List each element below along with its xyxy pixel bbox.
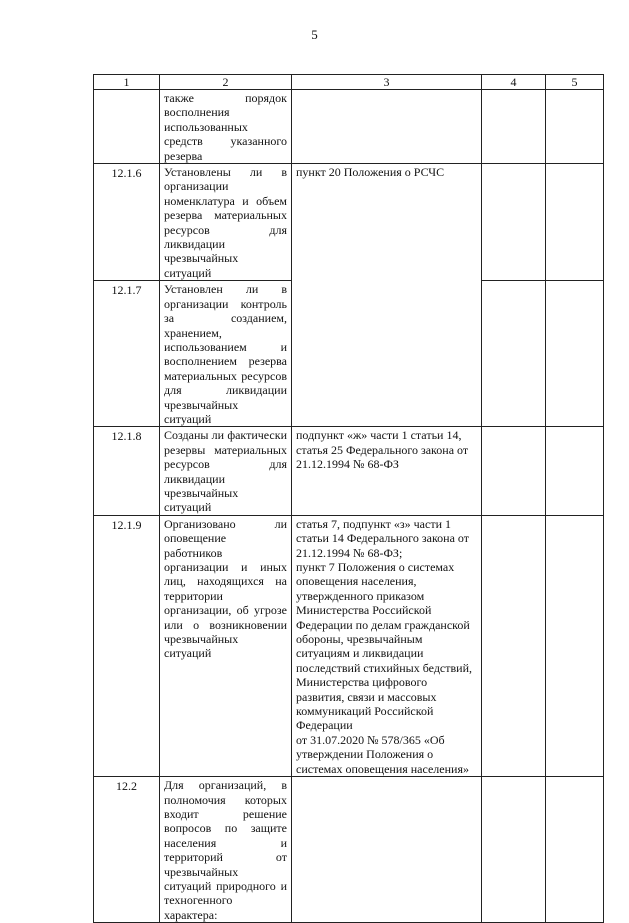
header-col-3: 3 bbox=[292, 75, 482, 90]
row-col-4 bbox=[482, 427, 546, 515]
row-number: 12.1.8 bbox=[94, 427, 160, 515]
row-question: Для организаций, в полномочия которых входит решение вопросов по защите населения и территорий от чрезвычайных ситуаций природного и техногенного характера: bbox=[160, 777, 292, 923]
row-number: 12.2 bbox=[94, 777, 160, 923]
row-col-5 bbox=[546, 427, 604, 515]
row-number bbox=[94, 90, 160, 164]
table-row bbox=[94, 515, 604, 776]
row-col-5 bbox=[546, 164, 604, 281]
checklist-table bbox=[93, 74, 604, 923]
row-question: Организовано ли оповещение работников организации и иных лиц, находящихся на территории организации, об угрозе или о возникновении чрезвычайных ситуаций bbox=[160, 515, 292, 776]
row-reference bbox=[292, 515, 482, 776]
row-reference bbox=[292, 777, 482, 923]
table-row bbox=[94, 427, 604, 515]
row-question: Установлен ли в организации контроль за созданием, хранением, использованием и восполнением резерва материальных ресурсов для ликвидации чрезвычайных ситуаций bbox=[160, 281, 292, 427]
row-question: также порядок восполнения использованных средств указанного резерва bbox=[160, 90, 292, 164]
row-col-4 bbox=[482, 515, 546, 776]
header-col-2: 2 bbox=[160, 75, 292, 90]
reference-line: пункт 7 Положения о системах оповещения населения, утвержденного приказом Министерства Российской Федерации по делам гражданской обороны, чрезвычайным ситуациям и ликвидации последствий стихийных бедствий, Министерства цифрового развития, связи и массовых коммуникаций Российской Федерации bbox=[296, 560, 473, 733]
row-number: 12.1.9 bbox=[94, 515, 160, 776]
table-row bbox=[94, 777, 604, 923]
row-col-4 bbox=[482, 90, 546, 164]
row-col-5 bbox=[546, 515, 604, 776]
reference-line: статья 7, подпункт «з» части 1 статьи 14 Федерального закона от 21.12.1994 № 68-ФЗ; bbox=[296, 516, 470, 560]
row-reference: пункт 20 Положения о РСЧС bbox=[292, 164, 482, 427]
row-number: 12.1.6 bbox=[94, 164, 160, 281]
row-question: Созданы ли фактически резервы материальных ресурсов для ликвидации чрезвычайных ситуаций bbox=[160, 427, 292, 515]
row-question: Установлены ли в организации номенклатура и объем резерва материальных ресурсов для ликвидации чрезвычайных ситуаций bbox=[160, 164, 292, 281]
table-row bbox=[94, 164, 604, 281]
header-col-5: 5 bbox=[546, 75, 604, 90]
header-row bbox=[94, 75, 604, 90]
row-reference: подпункт «ж» части 1 статьи 14, статья 25 Федерального закона от 21.12.1994 № 68-ФЗ bbox=[292, 427, 482, 515]
row-col-5 bbox=[546, 90, 604, 164]
row-reference bbox=[292, 90, 482, 164]
table-row bbox=[94, 90, 604, 164]
header-col-4: 4 bbox=[482, 75, 546, 90]
row-col-4 bbox=[482, 281, 546, 427]
row-col-4 bbox=[482, 164, 546, 281]
reference-line: от 31.07.2020 № 578/365 «Об утверждении Положения о системах оповещения населения» bbox=[296, 732, 469, 776]
row-number: 12.1.7 bbox=[94, 281, 160, 427]
row-col-5 bbox=[546, 281, 604, 427]
page-number: 5 bbox=[311, 27, 318, 42]
header-col-1: 1 bbox=[94, 75, 160, 90]
row-col-5 bbox=[546, 777, 604, 923]
row-col-4 bbox=[482, 777, 546, 923]
